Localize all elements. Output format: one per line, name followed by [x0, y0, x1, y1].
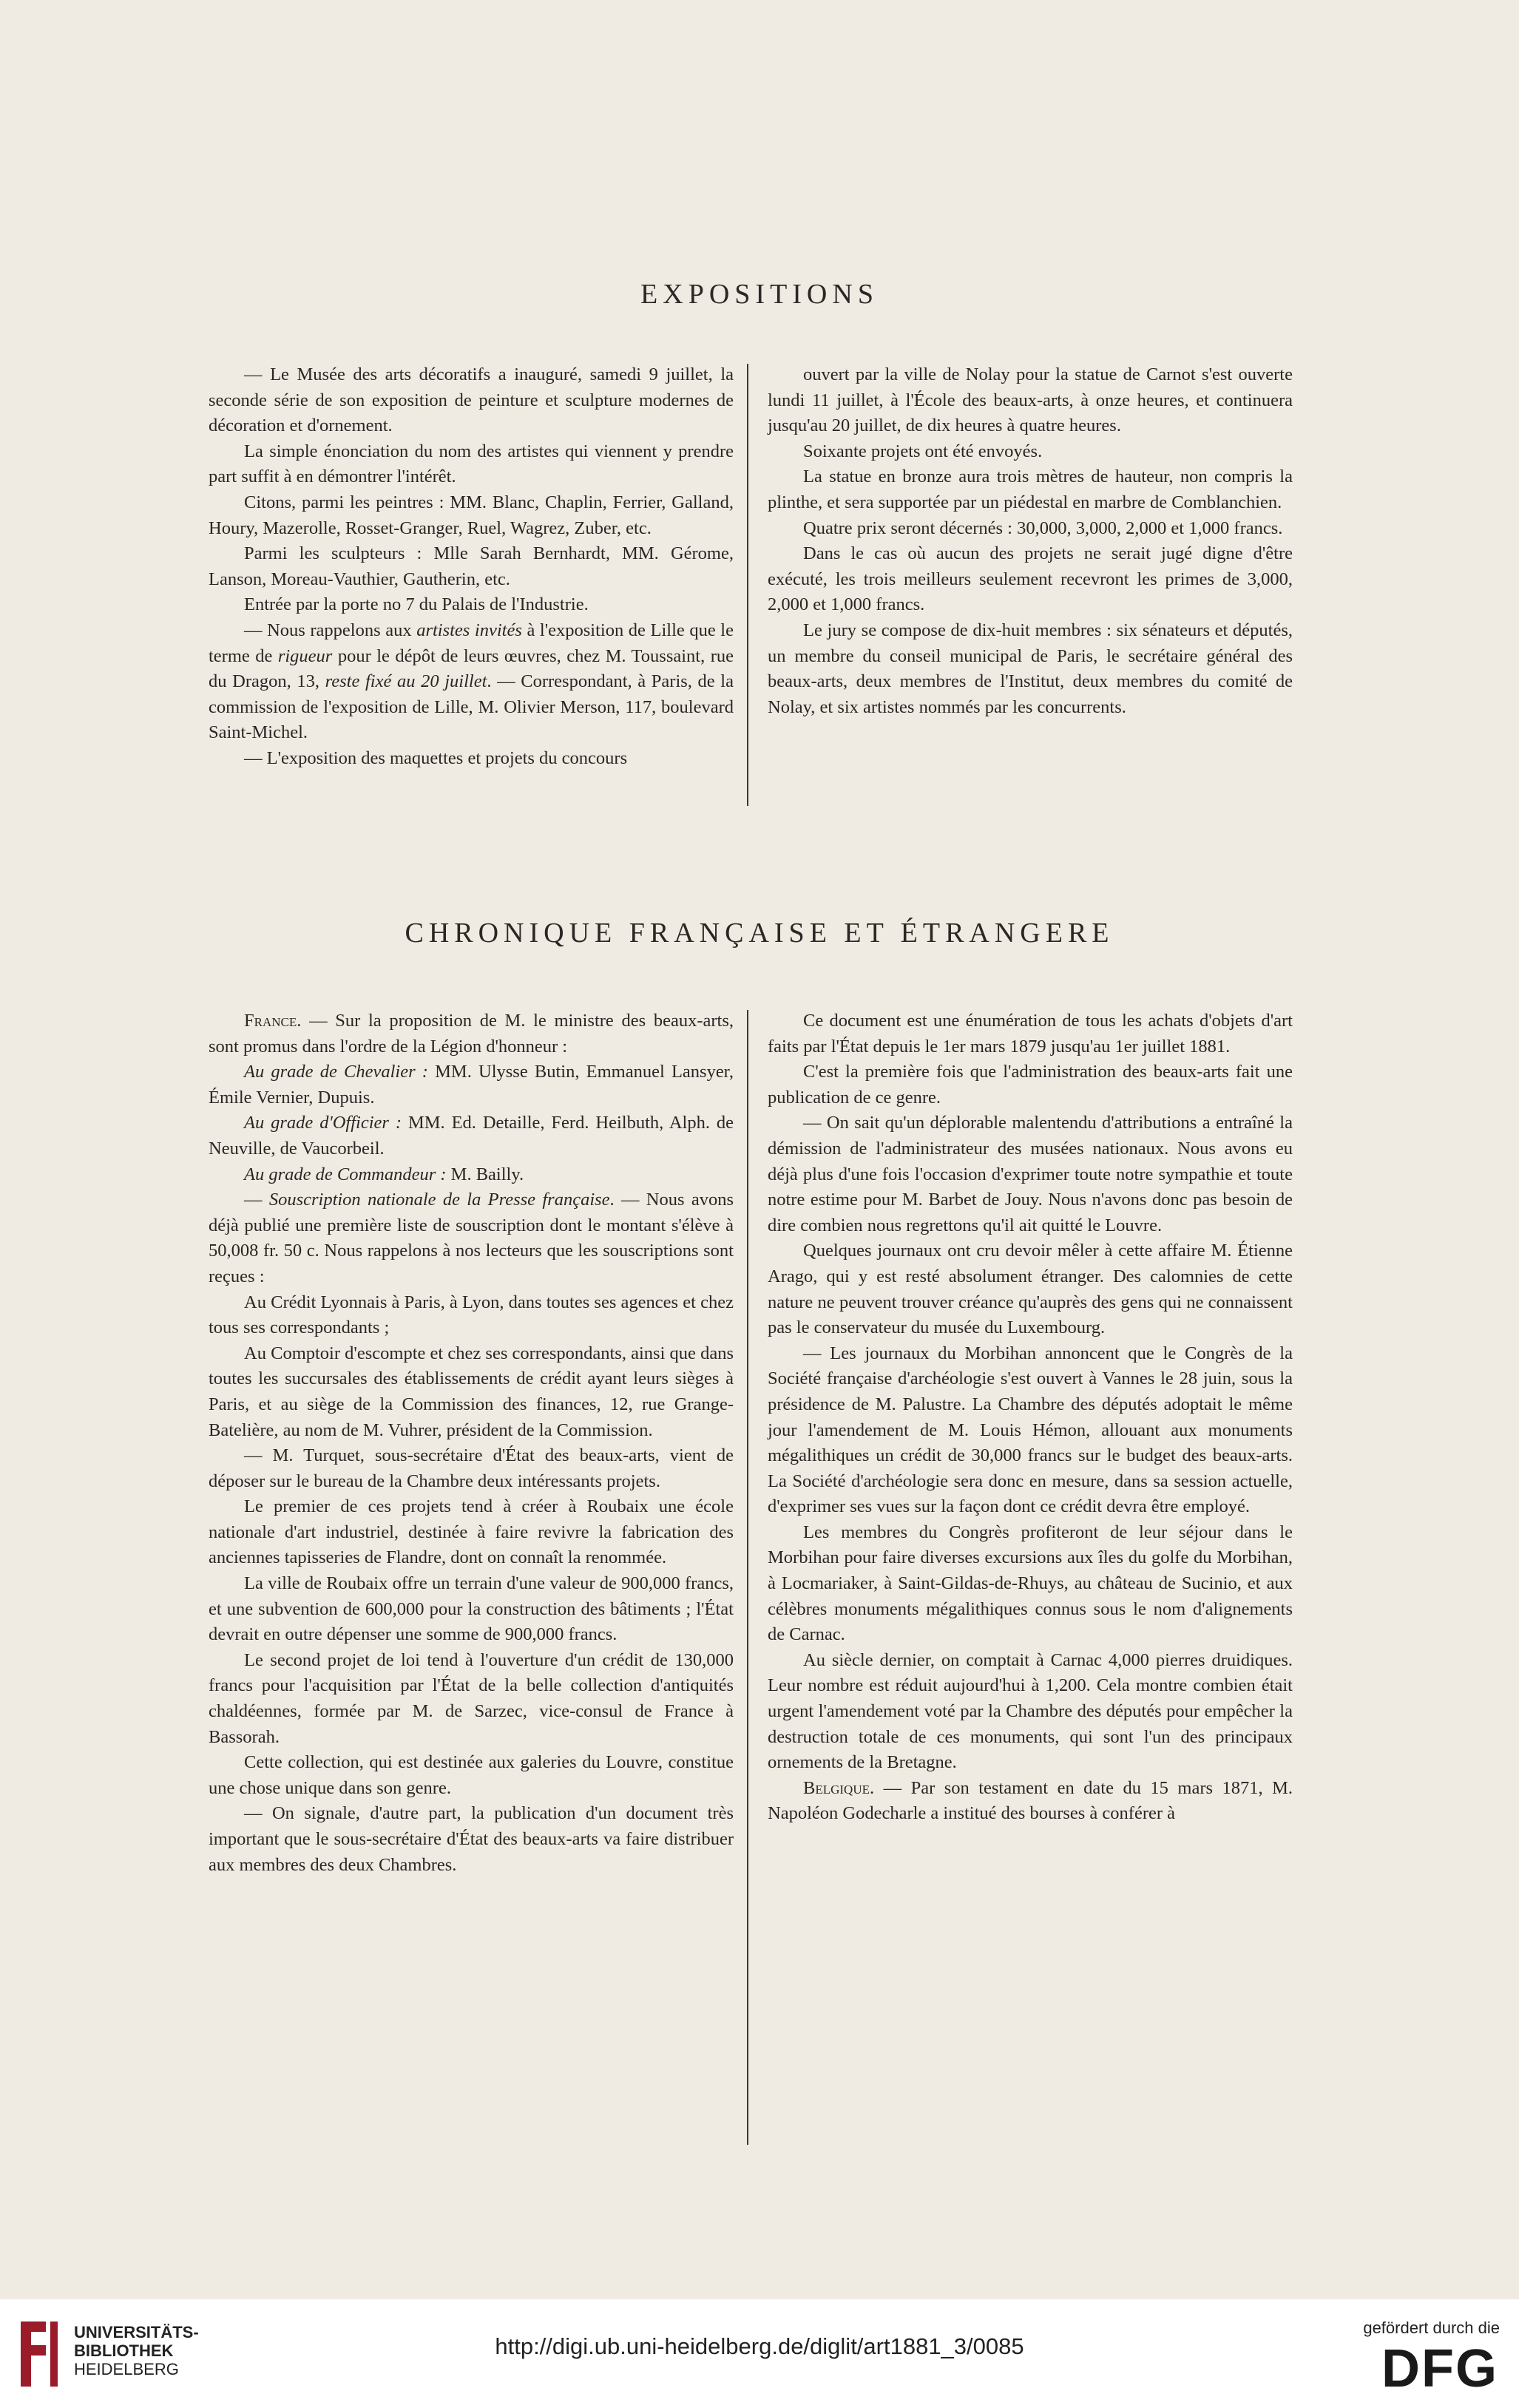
text-run: Quatre prix seront décernés : 30,000, 3,000, 2,000 et 1,000 francs. [803, 518, 1283, 538]
funding-caption: gefördert durch die [1363, 2319, 1500, 2337]
text-run: M. Bailly. [446, 1164, 524, 1184]
paragraph [768, 1059, 1293, 1110]
paragraph [209, 1648, 734, 1750]
text-run: — Par son testament en date du 15 mars 1871, M. Napoléon Godecharle a institué des bourses à conférer à [768, 1777, 1293, 1824]
paragraph [209, 746, 734, 772]
text-run: Cette collection, qui est destinée aux galeries du Louvre, constitue une chose unique dans son genre. [209, 1752, 734, 1798]
text-run: La ville de Roubaix offre un terrain d'une valeur de 900,000 francs, et une subvention de 600,000 pour la construction des bâtiments ; l'État devrait en outre dépenser une somme de 900,000 francs. [209, 1573, 734, 1645]
paragraph [209, 1801, 734, 1878]
paragraph [209, 541, 734, 592]
digitization-footer [0, 2299, 1519, 2408]
paragraph [768, 1238, 1293, 1340]
text-run: La simple énonciation du nom des artistes qui viennent y prendre part suffit à en démontrer l'intérêt. [209, 441, 734, 487]
text-run: Le premier de ces projets tend à créer à Roubaix une école nationale d'art industriel, destinée à faire revivre la fabrication des anciennes tapisseries de Flandre, dont on connaît la renommée. [209, 1496, 734, 1568]
library-name-line: BIBLIOTHEK [74, 2341, 174, 2360]
paragraph [768, 541, 1293, 618]
text-run: Citons, parmi les peintres : MM. Blanc, Chaplin, Ferrier, Galland, Houry, Mazerolle, Rosset-Granger, Ruel, Wagrez, Zuber, etc. [209, 492, 734, 538]
text-run: — On signale, d'autre part, la publication d'un document très important que le sous-secrétaire d'État des beaux-arts va faire distribuer aux membres des deux Chambres. [209, 1803, 734, 1875]
text-run: — Les journaux du Morbihan annoncent que le Congrès de la Société française d'archéologie s'est ouvert à Vannes le 28 juin, sous la présidence de M. Palustre. La Chambre des députés adoptait le même jour l'amendement de M. Louis Hémon, allouant aux monuments mégalithiques un crédit de 30,000 francs sur le budget des beaux-arts. La Société d'archéologie sera donc en mesure, dans sa session actuelle, d'exprimer ses vues sur la façon dont ce crédit devra être employé. [768, 1343, 1293, 1517]
text-run: France. [244, 1011, 302, 1031]
text-run: à l'exposition de Lille que le terme de [209, 620, 734, 666]
dfg-logo: DFG [1381, 2339, 1498, 2398]
paragraph [209, 1750, 734, 1801]
paragraph [768, 516, 1293, 542]
text-run: Dans le cas où aucun des projets ne serait jugé digne d'être exécuté, les trois meilleurs seulement recevront les primes de 3,000, 2,000 et 1,000 francs. [768, 543, 1293, 615]
paragraph [209, 1008, 734, 1059]
text-run: Au grade de Commandeur : [244, 1164, 447, 1184]
library-name-line: HEIDELBERG [74, 2360, 179, 2378]
paragraph [768, 1520, 1293, 1648]
paragraph [209, 1341, 734, 1443]
text-run: reste fixé au 20 juillet [325, 671, 487, 692]
paragraph [209, 1494, 734, 1571]
paragraph [768, 464, 1293, 515]
paragraph [209, 439, 734, 490]
text-run: MM. Ed. Detaille, Ferd. Heilbuth, Alph. de Neuville, de Vaucorbeil. [209, 1113, 734, 1159]
paragraph [209, 490, 734, 541]
library-name-line: UNIVERSITÄTS- [74, 2323, 199, 2341]
text-run: Au grade d'Officier : [244, 1113, 402, 1133]
text-run: Le jury se compose de dix-huit membres : six sénateurs et députés, un membre du conseil municipal de Paris, le secrétaire général des beaux-arts, deux membres de l'Institut, deux membres du comité de Nolay, et six artistes nommés par les concurrents. [768, 620, 1293, 717]
paragraph [768, 1008, 1293, 1059]
text-run: Au siècle dernier, on comptait à Carnac 4,000 pierres druidiques. Leur nombre est réduit aujourd'hui à 1,200. Cela montre combien était urgent l'amendement voté par la Chambre des députés pour empêcher la destruction totale de ces monuments, qui sont l'un des principaux ornements de la Bretagne. [768, 1649, 1293, 1773]
text-run: Les membres du Congrès profiteront de leur séjour dans le Morbihan pour faire diverses excursions aux îles du golfe du Morbihan, à Locmariaker, à Saint-Gildas-de-Rhuys, au château de Sucinio, et aux célèbres monuments mégalithiques connus sous le nom d'alignements de Carnac. [768, 1522, 1293, 1645]
column-rule [747, 364, 748, 806]
paragraph [768, 1648, 1293, 1776]
paragraph [768, 1110, 1293, 1238]
expositions-left-column [209, 362, 734, 772]
chronique-right-column [768, 1008, 1293, 1827]
paragraph [209, 1443, 734, 1494]
text-run: ouvert par la ville de Nolay pour la statue de Carnot s'est ouverte lundi 11 juillet, à l'École des beaux-arts, à onze heures, et continuera jusqu'au 20 juillet, de dix heures à quatre heures. [768, 364, 1293, 436]
paragraph [209, 1162, 734, 1188]
text-run: Le second projet de loi tend à l'ouverture d'un crédit de 130,000 francs pour l'acquisition par l'État de la belle collection d'antiquités chaldéennes, formée par M. de Sarzec, vice-consul de France à Bassorah. [209, 1649, 734, 1747]
text-run: . — Nous avons déjà publié une première liste de souscription dont le montant s'élève à 50,008 fr. 50 c. Nous rappelons à nos lecteurs que les souscriptions sont reçues : [209, 1190, 734, 1286]
text-run: Soixante projets ont été envoyés. [803, 441, 1043, 461]
paragraph [768, 1341, 1293, 1520]
text-run: Belgique. [803, 1777, 875, 1798]
text-run: Parmi les sculpteurs : Mlle Sarah Bernhardt, MM. Gérome, Lanson, Moreau-Vauthier, Gautherin, etc. [209, 543, 734, 589]
text-run: — [244, 1190, 269, 1210]
paragraph [209, 1059, 734, 1110]
permalink-url[interactable]: http://digi.ub.uni-heidelberg.de/diglit/art1881_3/0085 [495, 2333, 1024, 2359]
text-run: — L'exposition des maquettes et projets du concours [244, 747, 628, 768]
paragraph [209, 1290, 734, 1341]
expositions-heading: EXPOSITIONS [640, 279, 879, 310]
column-rule [747, 1010, 748, 2145]
text-run: — Le Musée des arts décoratifs a inauguré, samedi 9 juillet, la seconde série de son exposition de peinture et sculpture modernes de décoration et d'ornement. [209, 364, 734, 436]
text-run: Quelques journaux ont cru devoir mêler à cette affaire M. Étienne Arago, qui y est resté absolument étranger. Des calomnies de cette nature ne peuvent trouver créance qu'auprès des gens qui ne connaissent pas le conservateur du musée du Luxembourg. [768, 1241, 1293, 1338]
paragraph [768, 362, 1293, 439]
text-run: Entrée par la porte no 7 du Palais de l'Industrie. [244, 594, 589, 615]
text-run: — On sait qu'un déplorable malentendu d'attributions a entraîné la démission de l'administrateur des musées nationaux. Nous avons eu déjà plus d'une fois l'occasion d'exprimer toute notre sympathie et toute notre estime pour M. Barbet de Jouy. Nous n'avons donc pas besoin de dire combien nous regrettons qu'il ait quitté le Louvre. [768, 1113, 1293, 1235]
paragraph [768, 618, 1293, 720]
text-run: Souscription nationale de la Presse française [268, 1190, 610, 1210]
paragraph [209, 1187, 734, 1289]
paragraph [209, 362, 734, 439]
text-run: C'est la première fois que l'administration des beaux-arts fait une publication de ce genre. [768, 1062, 1293, 1108]
paragraph [209, 592, 734, 618]
text-run: — Sur la proposition de M. le ministre des beaux-arts, sont promus dans l'ordre de la Légion d'honneur : [209, 1011, 734, 1057]
text-run: pour le dépôt de leurs œuvres, chez M. Toussaint, rue du Dragon, 13, [209, 645, 734, 692]
text-run: . — Correspondant, à Paris, de la commission de l'exposition de Lille, M. Olivier Merson, 117, boulevard Saint-Michel. [209, 671, 734, 743]
chronique-left-column [209, 1008, 734, 1878]
expositions-right-column [768, 362, 1293, 720]
paragraph [768, 439, 1293, 465]
paragraph [209, 1110, 734, 1161]
text-run: — M. Turquet, sous-secrétaire d'État des beaux-arts, vient de déposer sur le bureau de la Chambre deux intéressants projets. [209, 1445, 734, 1491]
text-run: Au grade de Chevalier : [244, 1062, 428, 1082]
text-run: MM. Ulysse Butin, Emmanuel Lansyer, Émile Vernier, Dupuis. [209, 1062, 734, 1108]
paragraph [209, 1571, 734, 1648]
text-run: rigueur [277, 645, 333, 666]
text-run: artistes invités [416, 620, 522, 640]
paragraph [209, 618, 734, 746]
text-run: La statue en bronze aura trois mètres de hauteur, non compris la plinthe, et sera supportée par un piédestal en marbre de Comblanchien. [768, 467, 1293, 512]
text-run: Au Crédit Lyonnais à Paris, à Lyon, dans toutes ses agences et chez tous ses correspondants ; [209, 1292, 734, 1338]
text-run: — Nous rappelons aux [244, 620, 417, 640]
text-run: Ce document est une énumération de tous les achats d'objets d'art faits par l'État depuis le 1er mars 1879 jusqu'au 1er juillet 1881. [768, 1011, 1293, 1057]
paragraph [768, 1776, 1293, 1827]
chronique-heading: CHRONIQUE FRANÇAISE ET ÉTRANGERE [405, 918, 1114, 949]
text-run: Au Comptoir d'escompte et chez ses correspondants, ainsi que dans toutes les succursales des établissements de crédit ayant leurs sièges à Paris, et au siège de la Commission des finances, 12, rue Grange-Batelière, au nom de M. Vuhrer, président de la Commission. [209, 1343, 734, 1440]
